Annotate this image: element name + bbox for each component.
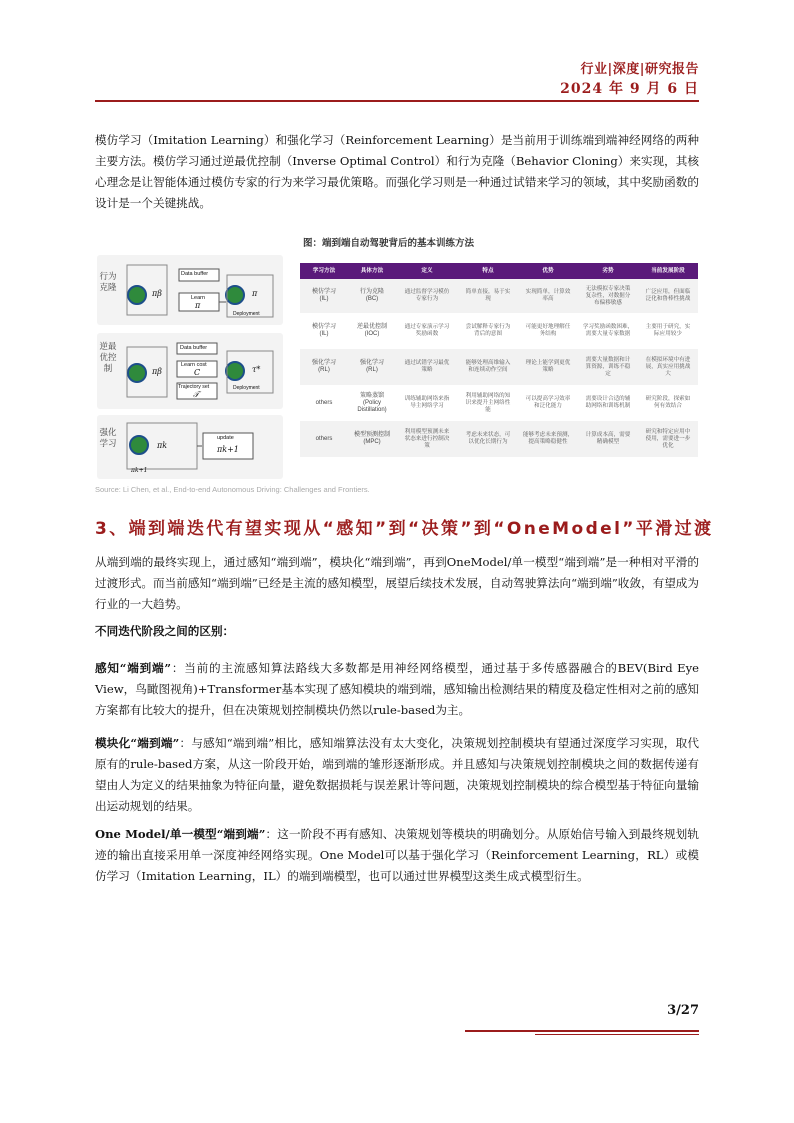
table-cell: 广泛应用，但面临 泛化和鲁棒性挑战 [645, 289, 691, 302]
table-cell: 在模拟环境中有进 展，真实应用挑战 大 [645, 356, 691, 377]
item-onemodel-e2e [95, 824, 699, 887]
item-head: 模块化“端到端” [95, 736, 180, 750]
panel-label: 逆最优控制 [99, 341, 117, 373]
table-cell: 简单直接，易于实 现 [465, 289, 511, 302]
panel-label: 强化学习 [99, 427, 117, 448]
item-body: ：这一阶段不再有感知、决策规划等模块的明确划分。从原始信号输入到最终规划轨迹的输出直接采用单一深度神经网络实现。One Model可以基于强化学习（Reinforcement Learning，RL）或模仿学习（Imitation Learning，IL）的端到端模型，也可以通过世界模型这类生成式模型衍生。 [95, 827, 699, 883]
table-cell: 主要用于研究，实 际应用较少 [645, 324, 691, 337]
table-header-cell: 优势 [542, 267, 554, 274]
header-category: 行业|深度|研究报告 [580, 62, 699, 77]
bc-pi-out-label: π [252, 289, 258, 298]
bc-deployment-label: Deployment [233, 311, 260, 317]
panel-label: 行为克隆 [99, 271, 117, 292]
table-cell: 强化学习 (RL) [311, 360, 336, 373]
intro-paragraph: 模仿学习（Imitation Learning）和强化学习（Reinforcement Learning）是当前用于训练端到端神经网络的两种主要方法。模仿学习通过逆最优控制（Inverse Optimal Control）和行为克隆（Behavior Cloning）来实现，其核心理念是让智能体通过模仿专家的行为来学习最优策略。而强化学习则是一种通过试错来学习的领域，其中奖励函数的设计是一个关键挑战。 [95, 133, 699, 210]
item-head: 感知“端到端” [95, 661, 172, 675]
panel-reinforcement-learning [97, 415, 283, 479]
table-cell: 通过监督学习模仿 专家行为 [404, 289, 450, 302]
table-cell: 通过试错学习最优 策略 [404, 360, 450, 373]
table-cell: 强化学习 (RL) [359, 360, 384, 373]
header-date: 2024 年 9 月 6 日 [560, 81, 699, 97]
rl-pi-k-label: πk [157, 441, 168, 450]
table-cell: 尝试解释专家行为 背后的意图 [465, 324, 511, 337]
table-header-cell: 当前发展阶段 [651, 267, 685, 274]
bc-learn-label: Learn [191, 295, 206, 301]
page-number: 3/27 [667, 1003, 699, 1018]
table-cell: 模仿学习 (IL) [311, 289, 336, 302]
table-header-cell: 特点 [482, 267, 494, 274]
ioc-learn-cost-label: Learn cost [181, 362, 207, 368]
item-modular-e2e [95, 733, 699, 817]
table-cell: 实现简单，计算效 率高 [525, 289, 571, 302]
table-cell: 能够考虑未来预测， 提高策略稳健性 [522, 432, 574, 445]
figure [95, 227, 699, 497]
table-row [300, 385, 698, 421]
training-methods-table [300, 263, 698, 457]
table-cell: 可能更好地理解任 务结构 [525, 324, 571, 337]
table-cell: 理论上能学到更优 策略 [525, 360, 571, 373]
table-row [300, 313, 698, 349]
table-cell: 逆最优控制 (IOC) [356, 324, 387, 337]
item-head: One Model/单一模型“端到端” [95, 827, 266, 841]
table-cell: 模仿学习 (IL) [311, 324, 336, 337]
table-cell: 通过专家演示学习 奖励函数 [404, 324, 450, 337]
rl-pi-k1-label: πk+1 [217, 445, 239, 454]
table-cell: 能够处理高维输入 和连续动作空间 [465, 360, 511, 373]
table-header-cell: 定义 [421, 267, 433, 274]
table-cell: 需要大量数据和计 算资源，训练不稳 定 [585, 356, 631, 377]
table-cell: 研究和特定应用中 使用，需要进一步 优化 [645, 428, 691, 449]
ioc-pi-label: πβ [152, 367, 162, 376]
table-header-cell: 具体方法 [360, 267, 384, 274]
table-cell: 学习奖励函数困难， 需要大量专家数据 [582, 324, 634, 337]
rl-pi-k1b-label: πk+1 [131, 467, 148, 474]
ioc-tau-label: τ* [252, 365, 261, 374]
table-cell: 行为克隆 (BC) [359, 289, 384, 302]
ioc-data-buffer-label: Data buffer [180, 345, 208, 351]
table-cell: 考虑未来状态，可 以优化长期行为 [465, 432, 511, 445]
table-body [300, 279, 698, 457]
table-cell: 模型预测控制 (MPC) [353, 432, 390, 445]
table-cell: 可以提高学习效率 和泛化能力 [525, 396, 571, 409]
diff-heading: 不同迭代阶段之间的区别： [95, 624, 235, 638]
globe-icon [130, 436, 148, 454]
table-cell: 计算成本高，需要 精确模型 [585, 432, 631, 445]
ioc-tau-set-label: 𝒯 [193, 390, 200, 399]
table-cell: others [315, 435, 333, 442]
table-header-cell: 学习方法 [312, 267, 336, 274]
panel-behavior-cloning [97, 255, 283, 325]
figure-source: Source: Li Chen, et al., End-to-end Autonomous Driving: Challenges and Frontiers. [95, 485, 370, 494]
item-perception-e2e [95, 658, 699, 721]
table-cell: 利用辅助网络的知 识来提升主网络性 能 [465, 392, 511, 413]
section-intro: 从端到端的最终实现上，通过感知“端到端”，模块化“端到端”，再到OneModel/单一模型“端到端”是一种相对平滑的过渡形式。而当前感知“端到端”已经是主流的感知模型，展望后续技术发展，自动驾驶算法向“端到端”收敛，有望成为行业的一大趋势。 [95, 555, 699, 611]
item-body: ：与感知“端到端”相比，感知端算法没有太大变化，决策规划控制模块有望通过深度学习实现，取代原有的rule-based方案，从这一阶段开始，端到端的雏形逐渐形成。并且感知与决策规划控制模块之间的数据传递有望由人为定义的结果抽象为特征向量，避免数据损耗与误差累计等问题，决策规划控制模块的综合模型基于特征向量输出运动规划的结果。 [95, 736, 699, 813]
table-cell: 策略蒸馏 (Policy Distillation) [357, 392, 387, 413]
header-rule [95, 100, 699, 102]
table-row [300, 349, 698, 385]
table-row [300, 279, 698, 313]
panel-inverse-optimal-control [97, 333, 283, 409]
table-cell: 利用模型预测未来 状态来进行控制决 策 [404, 428, 450, 449]
footer-rule [465, 1030, 699, 1032]
footer-rule-thin [535, 1034, 699, 1035]
bc-data-buffer-label: Data buffer [181, 271, 209, 277]
table-cell: 需要设计合适的辅 助网络和训练机制 [585, 396, 631, 409]
table-cell: 无法模拟专家决策 复杂性，对数据分 布偏移敏感 [585, 285, 631, 306]
table-cell: 训练辅助网络来指 导主网络学习 [404, 396, 450, 409]
globe-icon [128, 364, 146, 382]
rl-update-label: update [217, 435, 234, 441]
globe-icon [226, 286, 244, 304]
section-title: 3、端到端迭代有望实现从“感知”到“决策”到“OneModel”平滑过渡 [95, 519, 714, 539]
bc-pi-label: π [195, 301, 201, 310]
table-cell: others [315, 399, 333, 406]
table-row [300, 421, 698, 457]
rl-diagram [97, 415, 283, 479]
figure-title: 图：端到端自动驾驶背后的基本训练方法 [303, 238, 475, 249]
ioc-deployment-label: Deployment [233, 385, 260, 391]
item-body: ：当前的主流感知算法路线大多数都是用神经网络模型，通过基于多传感器融合的BEV(Bird Eye View，鸟瞰图视角)+Transformer基本实现了感知模块的端到端，感知输出检测结果的精度及稳定性相对之前的感知方案都有比较大的提升，但在决策规划控制模块仍然以rule-based为主。 [95, 661, 699, 717]
table-header-cell: 劣势 [602, 267, 614, 274]
ioc-trajectory-label: Trajectory set [178, 384, 210, 390]
table-cell: 研究阶段，探索如 何有效结合 [645, 396, 691, 409]
globe-icon [226, 362, 244, 380]
bc-pi-beta-label: πβ [152, 289, 162, 298]
table-header [300, 263, 698, 279]
globe-icon [128, 286, 146, 304]
ioc-c-label: C [194, 368, 201, 377]
